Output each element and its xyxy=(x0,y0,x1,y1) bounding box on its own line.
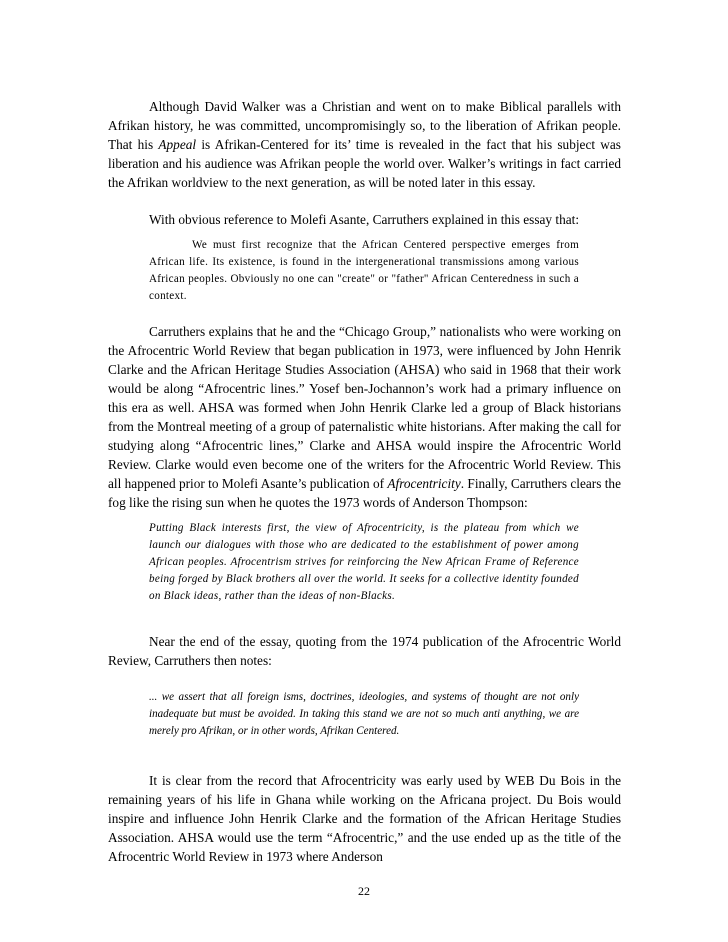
paragraph-text: Although David Walker was a Christian and went on to make Biblical parallels with Afrikan history, he was committed, uncompromisingly so, to the liberation of Afrikan people. That his xyxy=(108,99,621,152)
block-quote-african-centered: We must first recognize that the African Centered perspective emerges from African life. Its existence, is found in the intergenerational transmissions among various African peoples. Obviously no one can "create" or "father" African Centeredness in such a context. xyxy=(149,239,579,302)
paragraph-asante-reference: With obvious reference to Molefi Asante, Carruthers explained in this essay that: xyxy=(149,212,580,227)
paragraph-essay-end: Near the end of the essay, quoting from the 1974 publication of the Afrocentric World Review, Carruthers then notes: xyxy=(108,634,621,668)
page-number: 22 xyxy=(358,884,370,898)
emphasis-appeal: Appeal xyxy=(158,137,197,152)
paragraph-text: . Finally, Carruthers clears the fog like the rising sun when he quotes the 1973 words of Anderson Thompson: xyxy=(108,476,621,510)
paragraph-du-bois: It is clear from the record that Afrocentricity was early used by WEB Du Bois in the remaining years of his life in Ghana while working on the Africana project. Du Bois would inspire and influence John Henrik Clarke and the formation of the African Heritage Studies Association. AHSA would use the term “Afrocentric,” and the use ended up as the title of the Afrocentric World Review in 1973 where Anderson xyxy=(108,773,621,864)
paragraph-walker xyxy=(108,97,621,192)
paragraph-text: Carruthers explains that he and the “Chicago Group,” nationalists who were working on the Afrocentric World Review that began publication in 1973, were influenced by John Henrik Clarke and the African Heritage Studies Association (AHSA) who said in 1968 that their work would be along “Afrocentric lines.” Yosef ben-Jochannon’s work had a primary influence on this era as well. AHSA was formed when John Henrik Clarke led a group of Black historians from the Montreal meeting of a group of paternalistic white historians. After making the call for studying along “Afrocentric lines,” Clarke and AHSA would inspire the Afrocentric World Review. Clarke would even become one of the writers for the Afrocentric World Review. This all happened prior to Molefi Asante’s publication of xyxy=(108,324,621,491)
block-quote-anderson-thompson: Putting Black interests first, the view of Afrocentricity, is the plateau from which we launch our dialogues with those who are dedicated to the establishment of power among African peoples. Afrocentrism strives for reinforcing the New African Frame of Reference being forged by Black brothers all over the world. It seeks for a collective identity founded on Black ideas, rather than the ideas of non-Blacks. xyxy=(149,522,579,602)
emphasis-afrocentricity: Afrocentricity xyxy=(387,476,461,491)
paragraph-chicago-group xyxy=(108,322,621,512)
paragraph-text: is Afrikan-Centered for its’ time is revealed in the fact that his subject was liberation and his audience was Afrikan people the world over. Walker’s writings in fact carried the Afrikan worldview to the next generation, as will be noted later in this essay. xyxy=(108,137,621,190)
block-quote-afrocentric-world-review: ... we assert that all foreign isms, doctrines, ideologies, and systems of thought are not only inadequate but must be avoided. In taking this stand we are not so much anti anything, we are merely pro Afrikan, or in other words, Afrikan Centered. xyxy=(149,691,579,737)
